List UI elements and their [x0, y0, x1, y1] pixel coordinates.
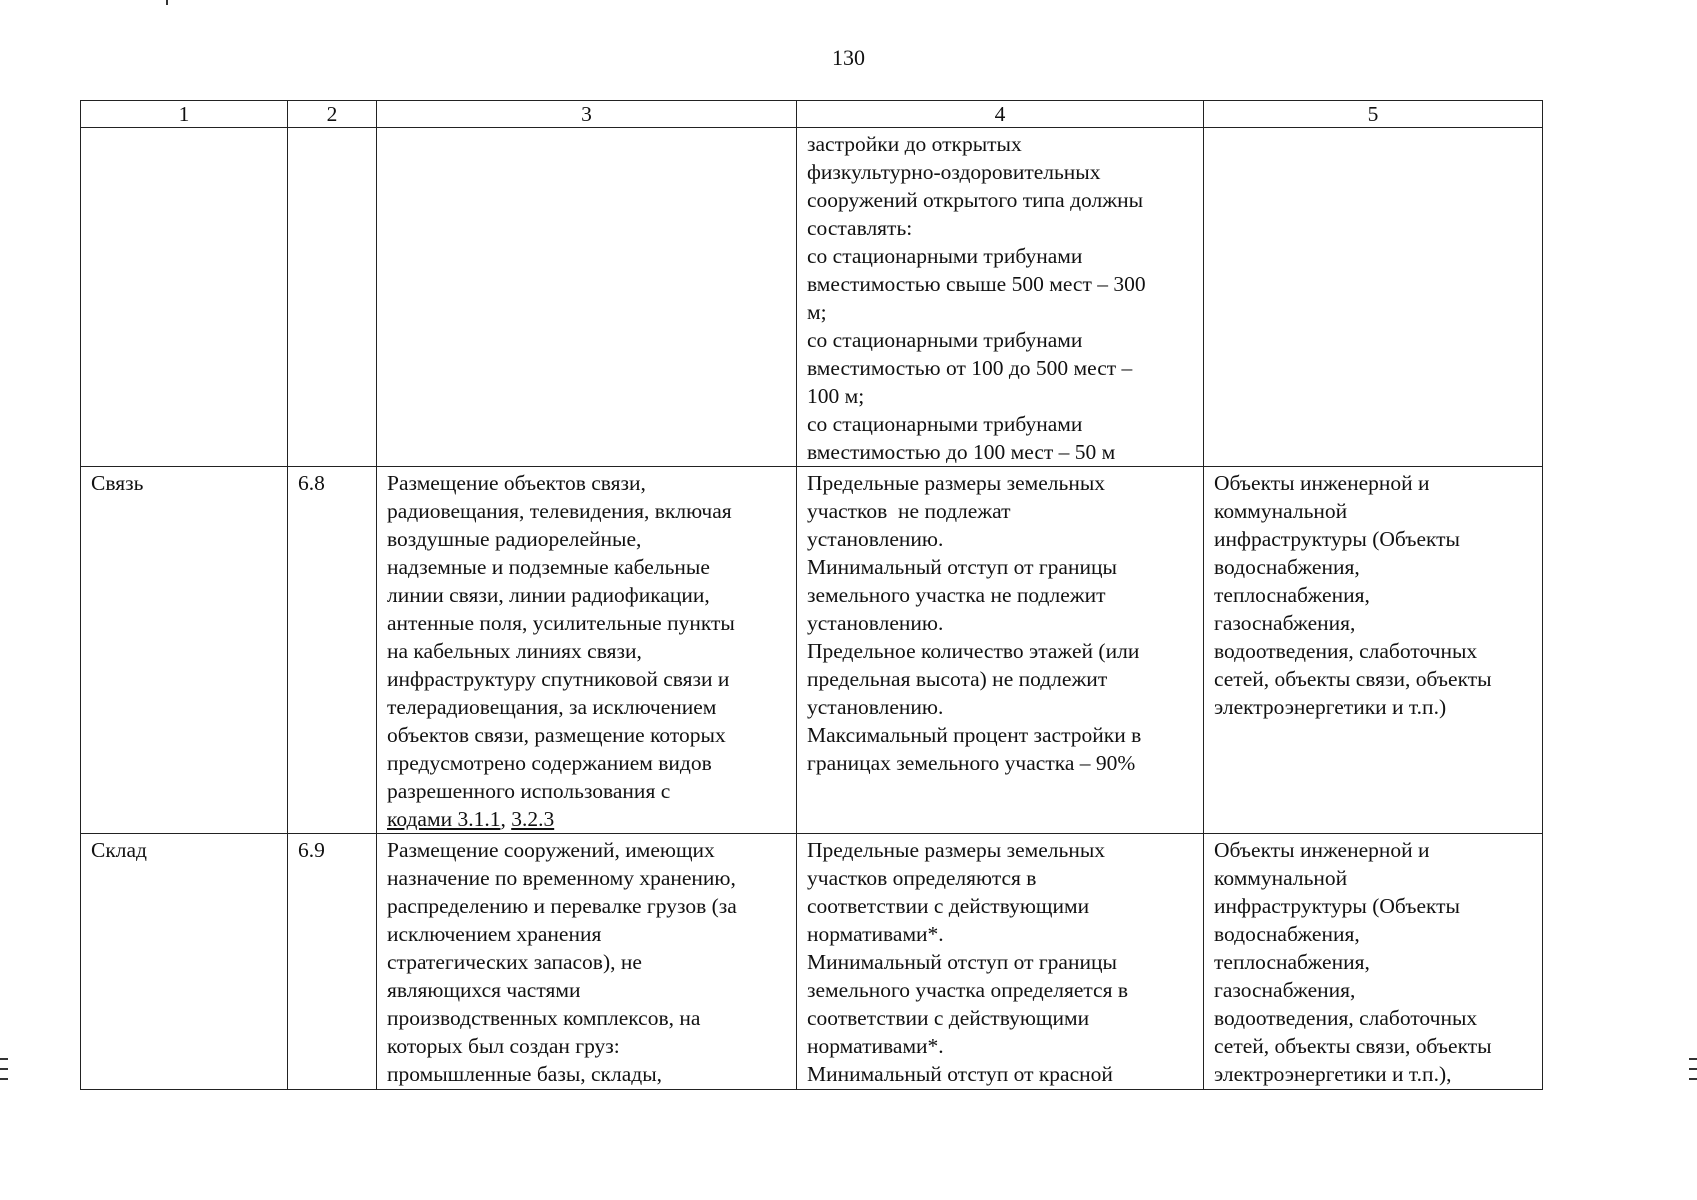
text-line: Минимальный отступ от границы	[807, 555, 1117, 579]
text-line: Размещение сооружений, имеющих	[387, 838, 715, 862]
text-line: предельная высота) не подлежит	[807, 667, 1108, 691]
text-line: вместимостью свыше 500 мест – 300	[807, 272, 1146, 296]
text-line: установлению.	[807, 527, 944, 551]
text-line: Предельные размеры земельных	[807, 838, 1106, 862]
text-line: составлять:	[807, 216, 913, 240]
text-line: теплоснабжения,	[1214, 583, 1370, 607]
text-line: соответствии с действующими	[807, 1006, 1090, 1030]
scan-mark-top	[166, 0, 168, 5]
page-number: 130	[832, 45, 865, 70]
table-row-communication	[81, 467, 1543, 834]
text-line: земельного участка определяется в	[807, 978, 1128, 1002]
text-line: Размещение объектов связи,	[387, 471, 646, 495]
text-line: коммунальной	[1214, 499, 1348, 523]
text-line: Предельные размеры земельных	[807, 471, 1106, 495]
row-code-cell: 6.9	[288, 834, 377, 1090]
land-use-table	[80, 100, 1543, 1090]
text-line: Объекты инженерной и	[1214, 838, 1430, 862]
text-line: 100 м;	[807, 384, 865, 408]
text-line: нормативами*.	[807, 1034, 944, 1058]
header-col-1: 1	[81, 101, 288, 128]
header-col-2: 2	[288, 101, 377, 128]
row-parameters-cell	[797, 834, 1204, 1090]
text-line: Минимальный отступ от границы	[807, 950, 1117, 974]
table-header-row	[81, 101, 1543, 128]
code-link-3-2-3[interactable]: 3.2.3	[511, 807, 555, 831]
text-line: установлению.	[807, 611, 944, 635]
text-line: назначение по временному хранению,	[387, 866, 736, 890]
text-line: стратегических запасов), не	[387, 950, 642, 974]
text-line: инфраструктуры (Объекты	[1214, 527, 1461, 551]
text-line: воздушные радиорелейные,	[387, 527, 642, 551]
scan-mark-left	[0, 1068, 8, 1070]
text-line: водоснабжения,	[1214, 555, 1360, 579]
text-line: водоснабжения,	[1214, 922, 1360, 946]
text-line: газоснабжения,	[1214, 978, 1356, 1002]
text-line: газоснабжения,	[1214, 611, 1356, 635]
text-line	[387, 805, 786, 833]
text-line: предусмотрено содержанием видов	[387, 751, 712, 775]
text-line: со стационарными трибунами	[807, 328, 1083, 352]
text-line: являющихся частями	[387, 978, 581, 1002]
separator-text: ,	[500, 807, 512, 831]
text-line: распределению и перевалке грузов (за	[387, 894, 737, 918]
text-line: линии связи, линии радиофикации,	[387, 583, 710, 607]
scan-mark-right	[1689, 1058, 1697, 1060]
scan-mark-right	[1689, 1078, 1697, 1080]
text-line: Минимальный отступ от красной	[807, 1062, 1113, 1086]
row-auxiliary-cell	[1204, 834, 1543, 1090]
text-line: со стационарными трибунами	[807, 244, 1083, 268]
continuation-code-cell	[288, 128, 377, 467]
continuation-parameters-cell	[797, 128, 1204, 467]
text-line: м;	[807, 300, 827, 324]
text-line: водоотведения, слаботочных	[1214, 639, 1478, 663]
text-line: соответствии с действующими	[807, 894, 1090, 918]
header-col-4: 4	[797, 101, 1204, 128]
text-line: инфраструктуры (Объекты	[1214, 894, 1461, 918]
text-line: участков не подлежат	[807, 499, 1011, 523]
row-parameters-cell	[797, 467, 1204, 834]
text-line: земельного участка не подлежит	[807, 583, 1106, 607]
text-line: исключением хранения	[387, 922, 602, 946]
text-line: промышленные базы, склады,	[387, 1062, 663, 1086]
text-line: со стационарными трибунами	[807, 412, 1083, 436]
scan-mark-right	[1689, 1068, 1697, 1070]
continuation-auxiliary-cell	[1204, 128, 1543, 467]
text-line: антенные поля, усилительные пункты	[387, 611, 735, 635]
text-line: инфраструктуру спутниковой связи и	[387, 667, 730, 691]
header-col-5: 5	[1204, 101, 1543, 128]
text-line: вместимостью до 100 мест – 50 м	[807, 440, 1116, 464]
text-line: застройки до открытых	[807, 132, 1022, 156]
text-line: теплоснабжения,	[1214, 950, 1370, 974]
row-name-cell: Склад	[81, 834, 288, 1090]
text-line: физкультурно-оздоровительных	[807, 160, 1101, 184]
text-line: Объекты инженерной и	[1214, 471, 1430, 495]
row-auxiliary-cell	[1204, 467, 1543, 834]
text-line: установлению.	[807, 695, 944, 719]
table-row-continuation	[81, 128, 1543, 467]
text-line: сетей, объекты связи, объекты	[1214, 1034, 1492, 1058]
continuation-description-cell	[377, 128, 797, 467]
table-row-warehouse	[81, 834, 1543, 1090]
text-line: сетей, объекты связи, объекты	[1214, 667, 1492, 691]
text-line: водоотведения, слаботочных	[1214, 1006, 1478, 1030]
text-line: радиовещания, телевидения, включая	[387, 499, 732, 523]
text-line: которых был создан груз:	[387, 1034, 620, 1058]
text-line: производственных комплексов, на	[387, 1006, 701, 1030]
text-line: вместимостью от 100 до 500 мест –	[807, 356, 1133, 380]
row-description-cell	[377, 834, 797, 1090]
text-line: Предельное количество этажей (или	[807, 639, 1140, 663]
row-description-cell	[377, 467, 797, 834]
text-line: телерадиовещания, за исключением	[387, 695, 717, 719]
scan-mark-left	[0, 1058, 8, 1060]
text-line: сооружений открытого типа должны	[807, 188, 1144, 212]
code-link-3-1-1[interactable]: кодами 3.1.1	[387, 807, 501, 831]
text-line: электроэнергетики и т.п.)	[1214, 695, 1447, 719]
text-line: объектов связи, размещение которых	[387, 723, 726, 747]
text-line: на кабельных линиях связи,	[387, 639, 642, 663]
text-line: надземные и подземные кабельные	[387, 555, 710, 579]
text-line: границах земельного участка – 90%	[807, 751, 1136, 775]
text-line: нормативами*.	[807, 922, 944, 946]
header-col-3: 3	[377, 101, 797, 128]
text-line: электроэнергетики и т.п.),	[1214, 1062, 1452, 1086]
continuation-name-cell	[81, 128, 288, 467]
text-line: Максимальный процент застройки в	[807, 723, 1142, 747]
text-line: разрешенного использования с	[387, 779, 671, 803]
text-line: участков определяются в	[807, 866, 1037, 890]
row-name-cell: Связь	[81, 467, 288, 834]
scan-mark-left	[0, 1078, 8, 1080]
text-line: коммунальной	[1214, 866, 1348, 890]
row-code-cell: 6.8	[288, 467, 377, 834]
